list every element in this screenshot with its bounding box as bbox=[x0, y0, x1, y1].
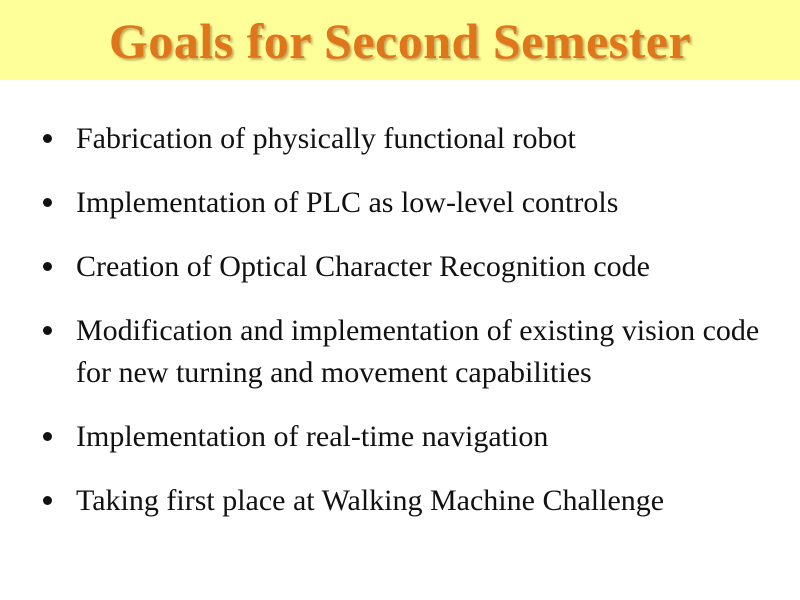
bullet-text: Implementation of real-time navigation bbox=[76, 420, 549, 453]
bullet-text: Fabrication of physically functional robot bbox=[76, 122, 576, 155]
bullet-dot-icon bbox=[43, 496, 52, 505]
bullet-item bbox=[0, 182, 800, 224]
bullet-item bbox=[0, 246, 800, 288]
bullet-item bbox=[0, 310, 800, 394]
bullet-dot-icon bbox=[43, 262, 52, 271]
bullet-item bbox=[0, 118, 800, 160]
slide-title: Goals for Second Semester bbox=[108, 13, 692, 69]
bullet-dot-icon bbox=[43, 198, 52, 207]
bullet-dot-icon bbox=[43, 326, 52, 335]
bullet-item bbox=[0, 416, 800, 458]
bullet-text: Creation of Optical Character Recognition code bbox=[76, 250, 650, 283]
bullet-dot-icon bbox=[43, 432, 52, 441]
bullet-item bbox=[0, 480, 800, 522]
bullet-dot-icon bbox=[43, 134, 52, 143]
bullet-text: Taking first place at Walking Machine Challenge bbox=[76, 484, 665, 517]
bullet-list bbox=[0, 118, 800, 544]
bullet-text: Modification and implementation of existing vision code for new turning and movement capabilities bbox=[76, 314, 760, 389]
bullet-text: Implementation of PLC as low-level controls bbox=[76, 186, 619, 219]
